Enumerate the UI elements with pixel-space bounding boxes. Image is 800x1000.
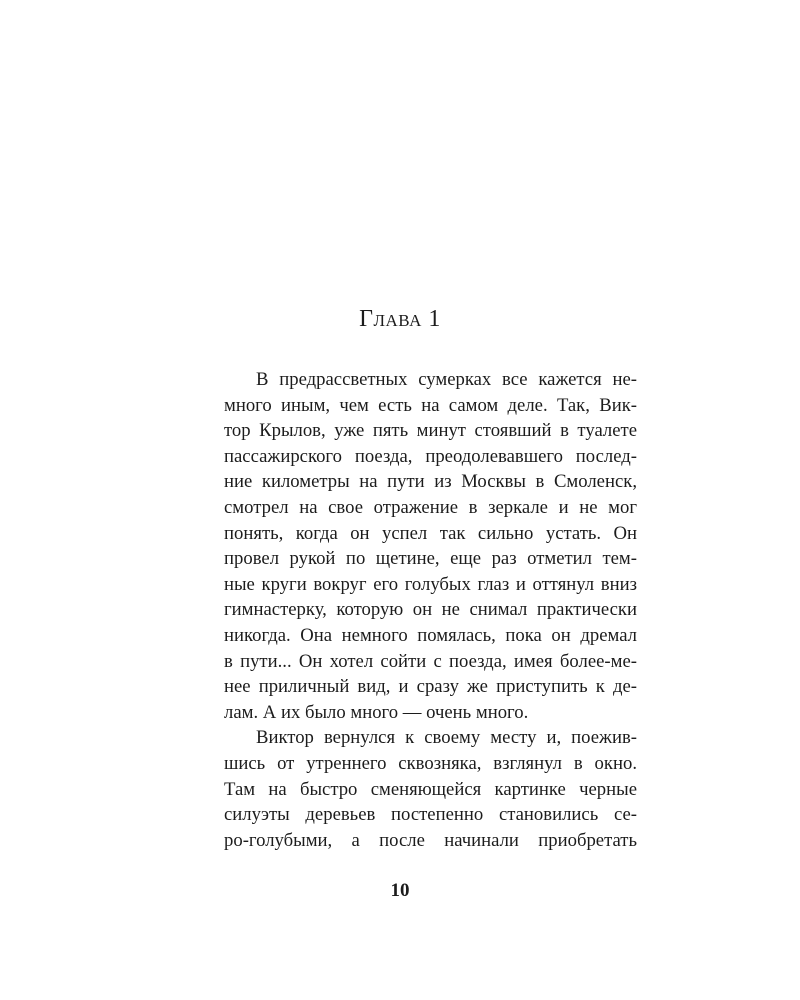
body-text [224,367,637,853]
text-line: Виктор вернулся к своему месту и, поежив- [256,727,637,749]
text-line: понять, когда он успел так сильно устать. Он [224,522,637,544]
text-line: Там на быстро сменяющейся картинке черные [224,778,637,800]
text-line: в пути... Он хотел сойти с поезда, имея более-ме- [224,650,637,672]
text-line: провел рукой по щетине, еще раз отметил тем- [224,548,637,570]
text-line: ние километры на пути из Москвы в Смоленск, [224,471,637,493]
text-line: ные круги вокруг его голубых глаз и оттянул вниз [224,573,637,595]
text-line: никогда. Она немного помялась, пока он дремал [224,624,637,646]
text-line: силуэты деревьев постепенно становились се- [224,804,637,826]
text-line: ро-голубыми, а после начинали приобретать [224,829,637,851]
page-number: 10 [390,880,410,901]
text-line: тор Крылов, уже пять минут стоявший в туалете [224,420,637,442]
text-line: смотрел на свое отражение в зеркале и не мог [224,496,637,518]
text-line: много иным, чем есть на самом деле. Так, Вик- [224,394,637,416]
text-line: шись от утреннего сквозняка, взглянул в окно. [224,752,637,774]
chapter-title: Глава 1 [359,306,441,332]
text-line: лам. А их было много — очень много. [224,701,529,723]
text-line: гимнастерку, которую он не снимал практически [224,599,637,621]
text-line: нее приличный вид, и сразу же приступить к де- [224,676,637,698]
text-line: В предрассветных сумерках все кажется не- [256,369,637,390]
text-line: пассажирского поезда, преодолевавшего послед- [224,445,637,467]
